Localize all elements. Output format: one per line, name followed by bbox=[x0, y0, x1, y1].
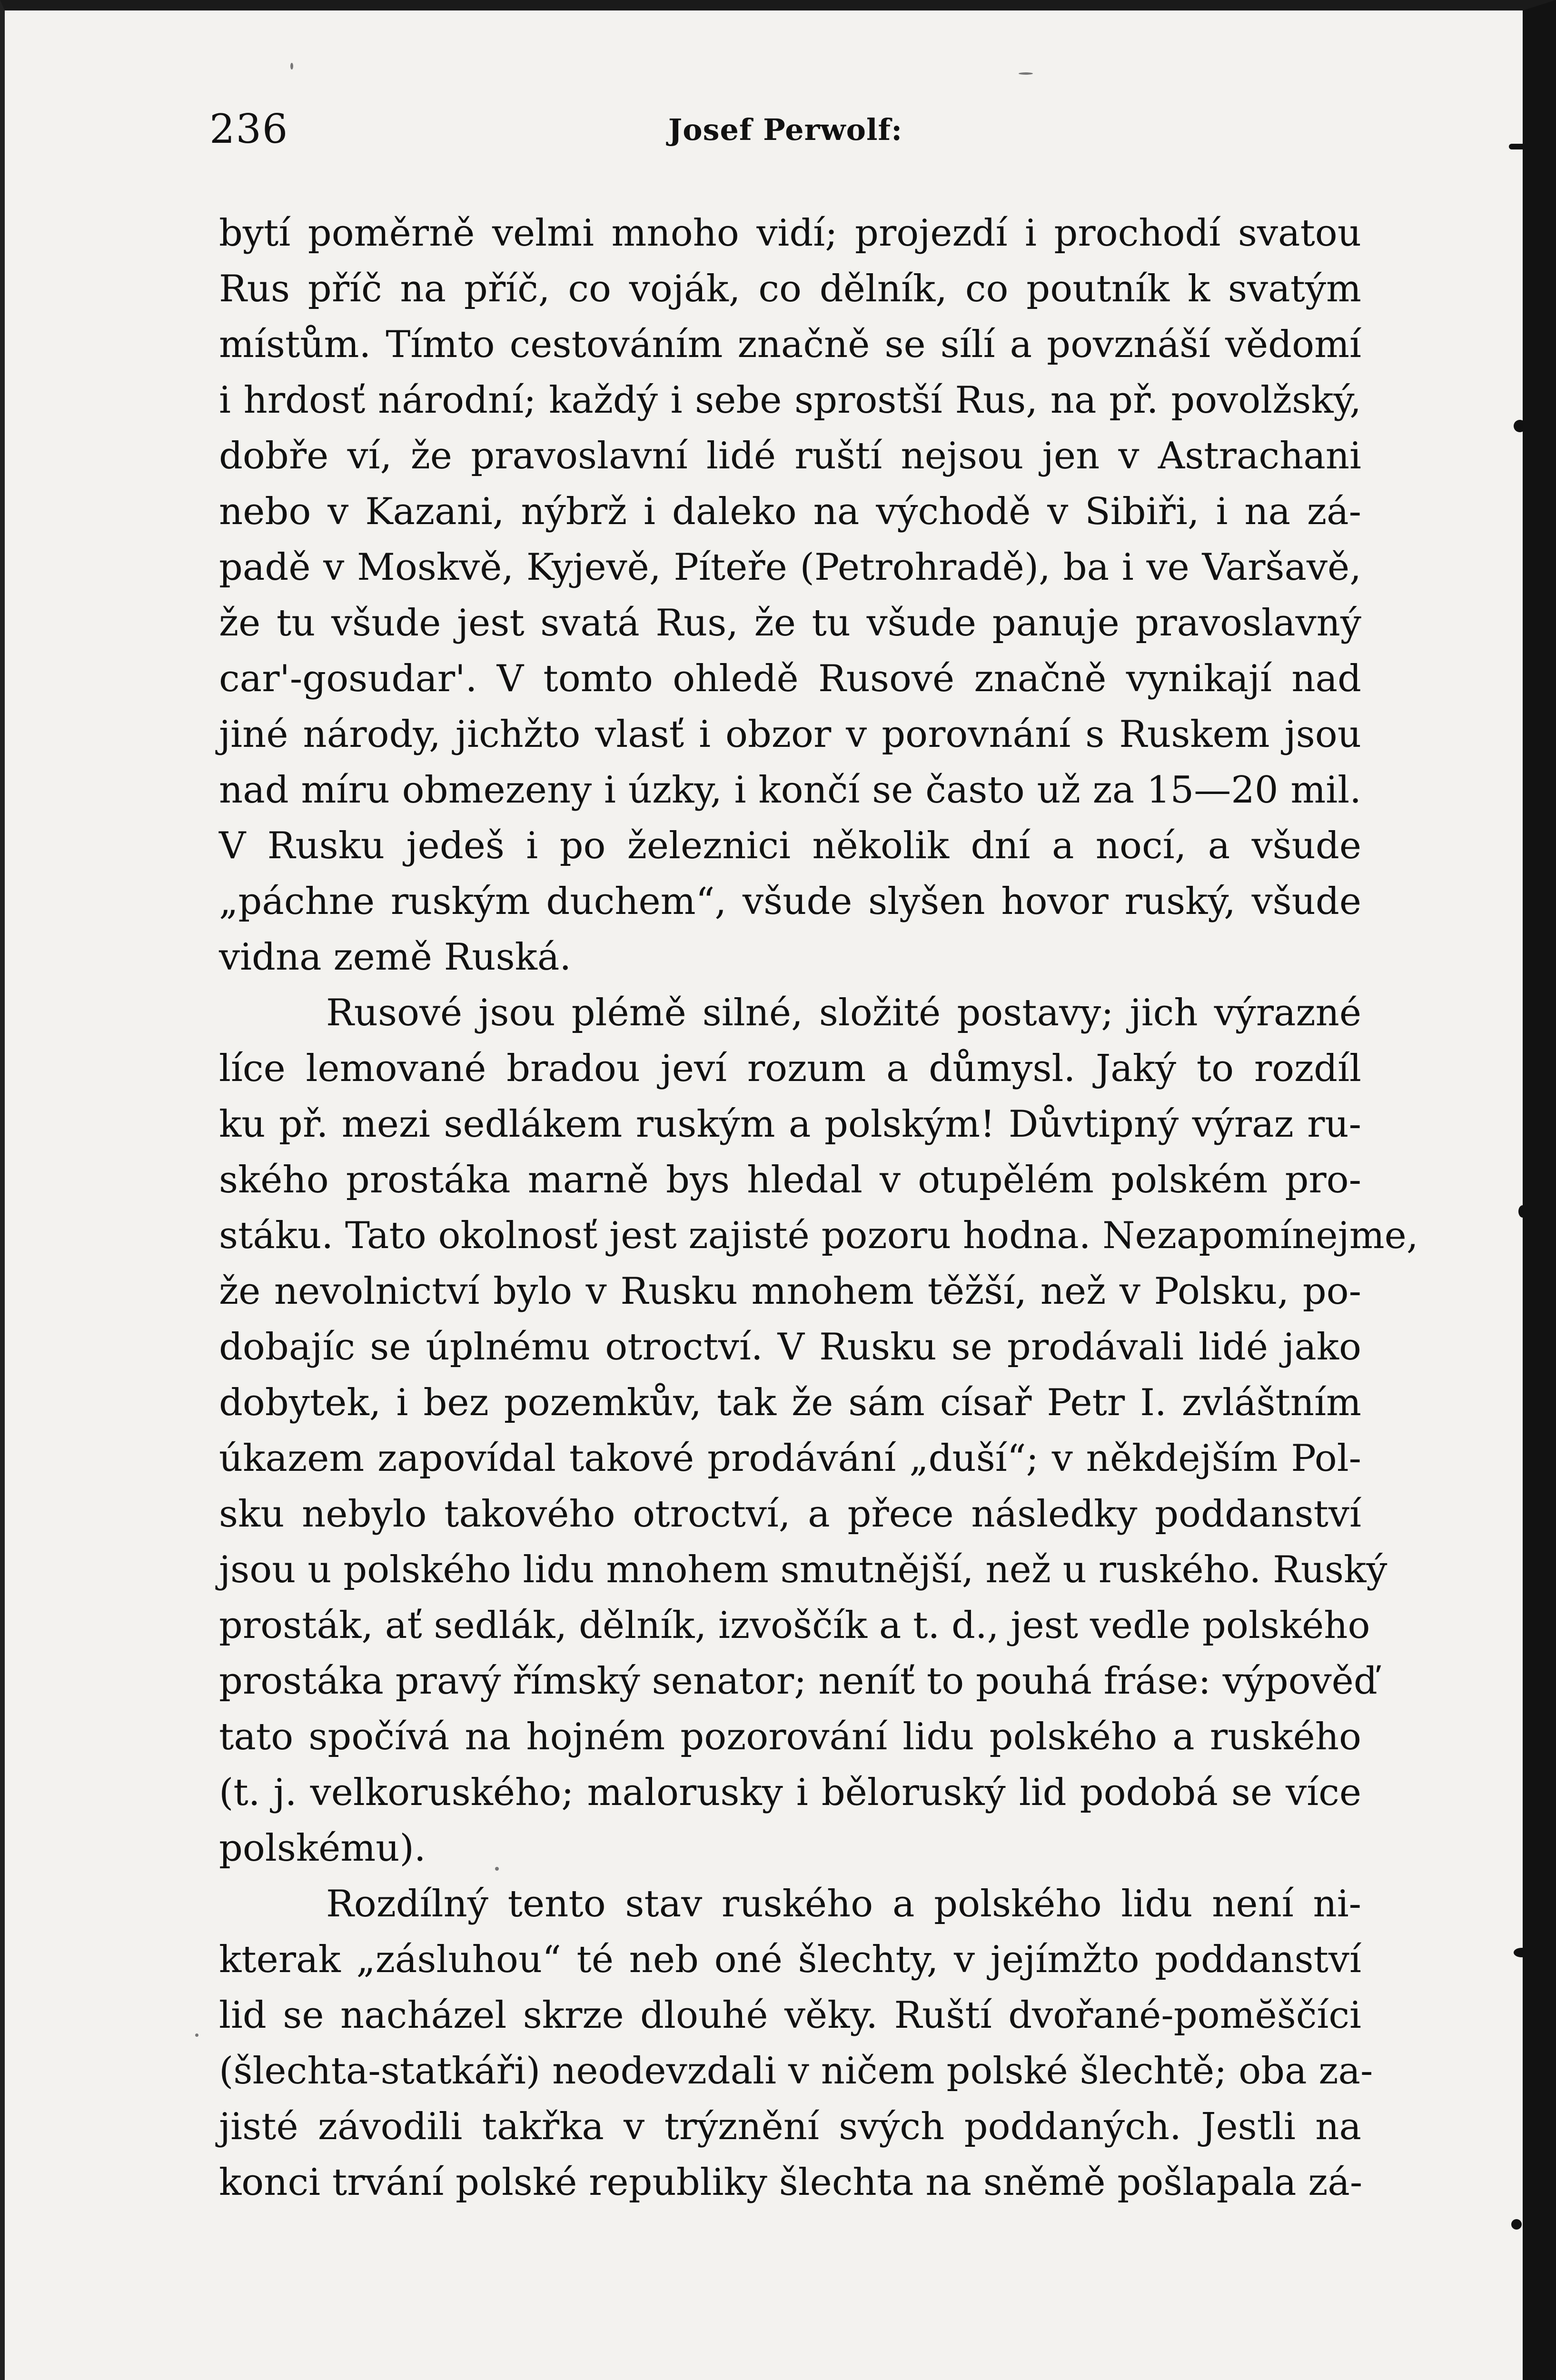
running-head bbox=[209, 106, 1361, 158]
text-line: jisté závodili takřka v trýznění svých poddaných. Jestli na bbox=[219, 2105, 1361, 2148]
text-line: prosták, ať sedlák, dělník, izvoščík a t. d., jest vedle polského bbox=[219, 1604, 1370, 1647]
text-line: nad míru obmezeny i úzky, i končí se často už za 15—20 mil. bbox=[219, 769, 1361, 812]
text-line: že tu všude jest svatá Rus, že tu všude panuje pravoslavný bbox=[219, 602, 1361, 645]
scan-speck bbox=[1019, 72, 1033, 75]
text-line: místům. Tímto cestováním značně se sílí a povznáší vědomí bbox=[219, 323, 1361, 366]
scan-speck bbox=[495, 1867, 499, 1871]
text-line: bytí poměrně velmi mnoho vidí; projezdí i prochodí svatou bbox=[219, 212, 1361, 255]
scan-mark bbox=[1511, 2219, 1522, 2230]
text-line: Rus příč na příč, co voják, co dělník, co poutník k svatým bbox=[219, 268, 1361, 310]
scan-speck bbox=[290, 63, 293, 69]
text-line: dobytek, i bez pozemkův, tak že sám císař Petr I. zvláštním bbox=[219, 1381, 1361, 1424]
scan-speck bbox=[195, 2033, 198, 2037]
scan-mark bbox=[1518, 1205, 1527, 1218]
text-line: dobajíc se úplnému otroctví. V Rusku se prodávali lidé jako bbox=[219, 1326, 1361, 1368]
text-line: kterak „zásluhou“ té neb oné šlechty, v jejímžto poddanství bbox=[219, 1938, 1361, 1981]
text-line: polskému). bbox=[219, 1827, 426, 1870]
text-line: (t. j. velkoruského; malorusky i běloruský lid podobá se více bbox=[219, 1771, 1361, 1814]
text-line: jiné národy, jichžto vlasť i obzor v porovnání s Ruskem jsou bbox=[219, 713, 1361, 756]
text-line: ského prostáka marně bys hledal v otupělém polském pro- bbox=[219, 1159, 1361, 1201]
text-line: dobře ví, že pravoslavní lidé ruští nejsou jen v Astrachani bbox=[219, 435, 1361, 477]
text-line: konci trvání polské republiky šlechta na sněmě pošlapala zá- bbox=[219, 2161, 1363, 2204]
text-line: „páchne ruským duchem“, všude slyšen hovor ruský, všude bbox=[219, 880, 1361, 923]
text-line: úkazem zapovídal takové prodávání „duší“; v někdejším Pol- bbox=[219, 1437, 1361, 1480]
text-line: nebo v Kazani, nýbrž i daleko na východě v Sibiři, i na zá- bbox=[219, 490, 1361, 533]
text-line: V Rusku jedeš i po železnici několik dní a nocí, a všude bbox=[219, 824, 1361, 867]
text-line: stáku. Tato okolnosť jest zajisté pozoru hodna. Nezapomínejme, bbox=[219, 1214, 1418, 1257]
text-line: sku nebylo takového otroctví, a přece následky poddanství bbox=[219, 1493, 1361, 1536]
text-line: prostáka pravý římský senator; neníť to pouhá fráse: výpověď bbox=[219, 1660, 1378, 1703]
running-title: Josef Perwolf: bbox=[668, 112, 903, 147]
text-line: ku př. mezi sedlákem ruským a polským! Důvtipný výraz ru- bbox=[219, 1103, 1361, 1146]
scan-mark bbox=[1509, 144, 1530, 149]
scan-mark bbox=[1514, 1948, 1530, 1957]
text-line: i hrdosť národní; každý i sebe sprostší Rus, na př. povolžský, bbox=[219, 379, 1361, 422]
text-line: že nevolnictví bylo v Rusku mnohem těžší, než v Polsku, po- bbox=[219, 1270, 1361, 1313]
scan-mark bbox=[1514, 420, 1526, 432]
page-number: 236 bbox=[209, 106, 289, 152]
text-line: vidna země Ruská. bbox=[219, 936, 572, 979]
text-line: padě v Moskvě, Kyjevě, Píteře (Petrohradě), ba i ve Varšavě, bbox=[219, 546, 1361, 589]
text-line: Rozdílný tento stav ruského a polského lidu není ni- bbox=[326, 1883, 1361, 1925]
text-line: Rusové jsou plémě silné, složité postavy; jich výrazné bbox=[326, 992, 1361, 1034]
text-line: tato spočívá na hojném pozorování lidu polského a ruského bbox=[219, 1716, 1361, 1758]
text-line: car'-gosudar'. V tomto ohledě Rusové značně vynikají nad bbox=[219, 657, 1361, 700]
text-line: líce lemované bradou jeví rozum a důmysl. Jaký to rozdíl bbox=[219, 1047, 1361, 1090]
text-line: lid se nacházel skrze dlouhé věky. Ruští dvořané-pomĕščíci bbox=[219, 1994, 1361, 2037]
text-line: (šlechta-statkáři) neodevzdali v ničem polské šlechtě; oba za- bbox=[219, 2050, 1373, 2092]
body-text bbox=[219, 206, 1418, 2211]
text-line: jsou u polského lidu mnohem smutnější, než u ruského. Ruský bbox=[219, 1548, 1388, 1591]
